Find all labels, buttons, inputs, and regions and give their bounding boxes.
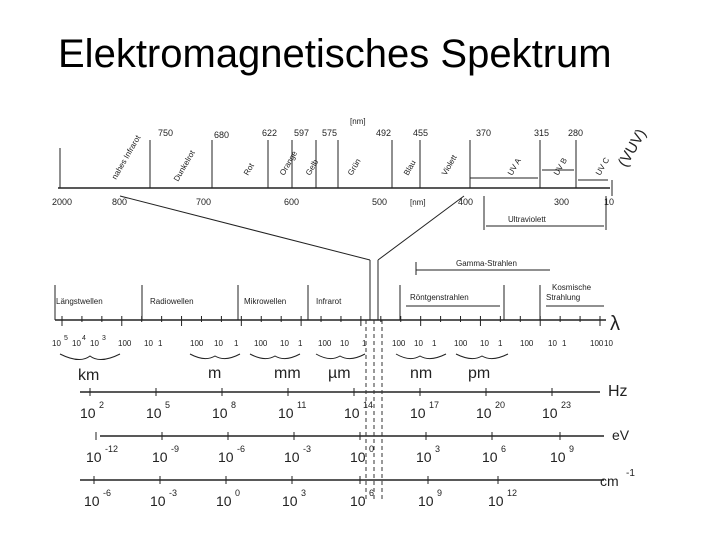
lambda-tick-label: 10 <box>280 339 289 348</box>
axis-mantissa: 10 <box>80 405 96 421</box>
axis-mantissa: 10 <box>84 493 100 509</box>
axis-mantissa: 10 <box>488 493 504 509</box>
handwritten-vuv: (VUV) <box>614 126 650 170</box>
lambda-tick-label: 100 <box>392 339 406 348</box>
axis-mantissa: 10 <box>416 449 432 465</box>
axis-mantissa: 10 <box>146 405 162 421</box>
lambda-tick-label: 10 <box>90 339 99 348</box>
vis-top-7: 370 <box>476 128 492 138</box>
axis-exponent: -6 <box>237 444 246 454</box>
unit-m: m <box>208 365 222 382</box>
vis-bot-2: 700 <box>196 197 212 207</box>
axis-mantissa: 10 <box>152 449 168 465</box>
unit-hz: Hz <box>608 383 628 400</box>
vis-bot-3: 600 <box>284 197 300 207</box>
axis-exponent: 11 <box>297 400 307 410</box>
label-blau: Blau <box>401 158 418 177</box>
vis-bot-4: 500 <box>372 197 388 207</box>
axis-mantissa: 10 <box>282 493 298 509</box>
lambda-tick-label: 100 <box>190 339 204 348</box>
lambda-tick-label: 4 <box>82 335 86 342</box>
label-gruen: Grün <box>345 157 363 177</box>
axis-exponent: -3 <box>303 444 312 454</box>
axis-mantissa: 10 <box>86 449 102 465</box>
axis-exponent: 8 <box>231 400 237 410</box>
lambda-tick-label: 10 <box>214 339 223 348</box>
label-radiowellen: Radiowellen <box>150 297 194 306</box>
axis-exponent: 0 <box>369 444 375 454</box>
unit-km: km <box>78 367 100 384</box>
axis-mantissa: 10 <box>550 449 566 465</box>
axis-exponent: 14 <box>363 400 374 410</box>
vis-top-9: 280 <box>568 128 584 138</box>
axis-mantissa: 10 <box>344 405 360 421</box>
vis-unit-top: [nm] <box>350 117 366 126</box>
label-dunkelrot: Dunkelrot <box>171 148 197 183</box>
lambda-tick-label: 10 <box>604 339 613 348</box>
vis-top-8: 315 <box>534 128 550 138</box>
label-laengstwellen: Längstwellen <box>56 297 103 306</box>
vis-top-1: 680 <box>214 130 230 140</box>
axis-exponent: 9 <box>437 488 443 498</box>
axis-exponent: 23 <box>561 400 572 410</box>
label-strahlung: Strahlung <box>546 293 581 302</box>
label-infrarot: Infrarot <box>316 297 342 306</box>
lambda-tick-label: 100 <box>318 339 332 348</box>
lambda-tick-label: 10 <box>414 339 423 348</box>
lambda-tick-label: 5 <box>64 335 68 342</box>
axis-exponent: -6 <box>103 488 112 498</box>
axis-exponent: 2 <box>99 400 105 410</box>
lambda-tick-label: 10 <box>480 339 489 348</box>
label-uv-b: UV B <box>551 156 570 177</box>
lambda-tick-label: 10 <box>340 339 349 348</box>
vis-top-2: 622 <box>262 128 278 138</box>
lambda-tick-label: 100 <box>590 339 604 348</box>
lambda-tick-label: 100 <box>454 339 468 348</box>
axis-exponent: -12 <box>105 444 119 454</box>
unit-mm: mm <box>274 365 301 382</box>
label-orange: Orange <box>277 149 300 177</box>
lambda-tick-label: 1 <box>562 339 567 348</box>
axis-mantissa: 10 <box>482 449 498 465</box>
lambda-tick-label: 1 <box>298 339 303 348</box>
lambda-tick-label: 100 <box>254 339 268 348</box>
axis-mantissa: 10 <box>350 449 366 465</box>
vis-bot-1: 800 <box>112 197 128 207</box>
lambda-tick-label: 1 <box>158 339 163 348</box>
lambda-tick-label: 1 <box>498 339 503 348</box>
axis-exponent: -9 <box>171 444 180 454</box>
label-rot: Rot <box>241 161 256 177</box>
lambda-tick-label: 100 <box>118 339 132 348</box>
axis-exponent: 20 <box>495 400 506 410</box>
label-violett: Violett <box>439 153 459 177</box>
axis-mantissa: 10 <box>216 493 232 509</box>
label-roentgen: Röntgenstrahlen <box>410 293 469 302</box>
axis-exponent: 17 <box>429 400 440 410</box>
axis-mantissa: 10 <box>350 493 366 509</box>
lambda-symbol: λ <box>610 313 620 335</box>
unit-cm-exp: -1 <box>626 468 635 479</box>
axis-mantissa: 10 <box>150 493 166 509</box>
label-gelb: Gelb <box>303 157 321 177</box>
axis-exponent: 12 <box>507 488 518 498</box>
axis-mantissa: 10 <box>218 449 234 465</box>
axis-exponent: 0 <box>235 488 241 498</box>
axis-exponent: 3 <box>435 444 441 454</box>
lambda-tick-label: 10 <box>548 339 557 348</box>
axis-exponent: 6 <box>369 488 375 498</box>
vis-top-0: 750 <box>158 128 174 138</box>
axis-mantissa: 10 <box>212 405 228 421</box>
lambda-tick-label: 1 <box>362 339 367 348</box>
axis-exponent: 5 <box>165 400 171 410</box>
label-uv-c: UV C <box>593 155 612 177</box>
vis-unit-bottom: [nm] <box>410 198 426 207</box>
vis-bot-0: 2000 <box>52 197 73 207</box>
axis-mantissa: 10 <box>476 405 492 421</box>
axis-exponent: 9 <box>569 444 575 454</box>
unit-pm: pm <box>468 365 491 382</box>
vis-top-4: 575 <box>322 128 338 138</box>
vis-top-3: 597 <box>294 128 310 138</box>
vis-bot-7: 10 <box>604 197 615 207</box>
unit-um: µm <box>328 365 351 382</box>
label-gamma: Gamma-Strahlen <box>456 259 517 268</box>
slide-title: Elektromagnetisches Spektrum <box>58 32 612 76</box>
vis-bot-5: 400 <box>458 197 474 207</box>
axis-exponent: 3 <box>301 488 307 498</box>
lambda-tick-label: 1 <box>432 339 437 348</box>
lambda-tick-label: 10 <box>144 339 153 348</box>
lambda-tick-label: 10 <box>52 339 61 348</box>
axis-mantissa: 10 <box>410 405 426 421</box>
label-mikrowellen: Mikrowellen <box>244 297 287 306</box>
vis-top-6: 455 <box>413 128 429 138</box>
label-ultraviolett: Ultraviolett <box>508 215 546 224</box>
unit-nm: nm <box>410 365 433 382</box>
lambda-tick-label: 100 <box>520 339 534 348</box>
vis-bot-6: 300 <box>554 197 570 207</box>
label-uv-a: UV A <box>505 156 523 177</box>
lambda-tick-label: 3 <box>102 335 106 342</box>
axis-mantissa: 10 <box>278 405 294 421</box>
lambda-tick-label: 10 <box>72 339 81 348</box>
axis-exponent: -3 <box>169 488 178 498</box>
axis-mantissa: 10 <box>542 405 558 421</box>
axis-mantissa: 10 <box>284 449 300 465</box>
axis-mantissa: 10 <box>418 493 434 509</box>
label-kosmische: Kosmische <box>552 283 592 292</box>
vis-top-5: 492 <box>376 128 392 138</box>
unit-ev: eV <box>612 427 630 443</box>
axis-exponent: 6 <box>501 444 507 454</box>
unit-cm: cm <box>600 473 619 489</box>
label-nahes-infrarot: nahes Infrarot <box>109 133 143 181</box>
lambda-tick-label: 1 <box>234 339 239 348</box>
